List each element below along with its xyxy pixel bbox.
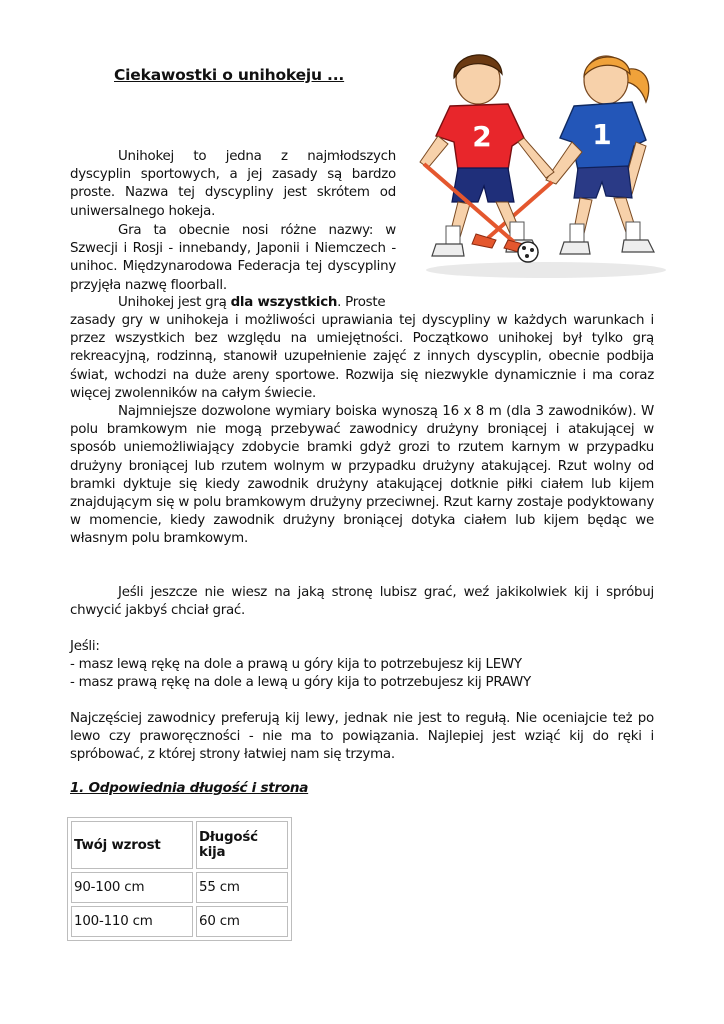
paragraph-for-everyone: zasady gry w unihokeja i możliwości uprawiania tej dyscypliny w każdych warunkach i przez wszystkich bez względu na umiejętności. Początkowo unihokej był tylko grą rekreacyjną, rodzinną, stanowił uzupełnienie zajęć z innych dyscyplin, obecnie podbija świat, wchodzi na duże areny sportowe. Rozwija się niezwykle dynamicznie i ma coraz więcej zwolenników na całym świecie. [70, 313, 654, 401]
table-cell: 60 cm [196, 906, 288, 937]
paragraph-for-everyone-bold: dla wszystkich [230, 295, 338, 310]
paragraph-for-everyone-text: Unihokej jest grą [118, 295, 231, 310]
list-item: - masz lewą rękę na dole a prawą u góry kija to potrzebujesz kij LEWY [70, 657, 522, 673]
paragraph-for-everyone-text-end: . Proste [337, 295, 386, 310]
floorball-players-illustration [396, 42, 676, 282]
page-title: Ciekawostki o unihokeju ... [114, 66, 345, 84]
player-right-number: 1 [592, 118, 612, 151]
section-heading: 1. Odpowiednia długość i strona [70, 780, 309, 796]
table-header-cell: Twój wzrost [71, 821, 193, 869]
table-cell: 100-110 cm [71, 906, 193, 937]
paragraph-preference: Najczęściej zawodnicy preferują kij lewy, jednak nie jest to regułą. Nie oceniajcie też po lewo czy praworęczności - nie ma to powiązania. Najlepiej jest wziąć kij do ręki i spróbować, z której strony łatwiej nam się trzyma. [70, 711, 654, 763]
floorball-ball-icon [518, 242, 538, 262]
table-header-row [71, 821, 288, 869]
list-stick-side [70, 638, 654, 693]
table-row [71, 906, 288, 937]
table-cell: 90-100 cm [71, 872, 193, 903]
table-cell: 55 cm [196, 872, 288, 903]
paragraph-intro: Unihokej to jedna z najmłodszych dyscyplin sportowych, a jej zasady są bardzo proste. Nazwa tej dyscypliny jest skrótem od uniwersalnego hokeja. [70, 149, 396, 219]
table-header-cell: Długość kija [196, 821, 288, 869]
paragraph-names: Gra ta obecnie nosi różne nazwy: w Szwecji i Rosji - innebandy, Japonii i Niemczech - unihoc. Międzynarodowa Federacja tej dyscypliny przyjęła nazwę floorball. [70, 223, 396, 293]
height-length-table [67, 817, 292, 941]
paragraph-for-everyone-lead [70, 294, 396, 312]
list-item: - masz prawą rękę na dole a lewą u góry kija to potrzebujesz kij PRAWY [70, 675, 531, 691]
list-intro: Jeśli: [70, 639, 100, 654]
player-left-number: 2 [472, 120, 492, 153]
player-left-figure [420, 55, 554, 256]
paragraph-choose-side: Jeśli jeszcze nie wiesz na jaką stronę lubisz grać, weź jakikolwiek kij i spróbuj chwycić jakbyś chciał grać. [70, 585, 654, 619]
table-row [71, 872, 288, 903]
paragraph-field-rules: Najmniejsze dozwolone wymiary boiska wynoszą 16 x 8 m (dla 3 zawodników). W polu bramkowym nie mogą przebywać zawodnicy drużyny broniącej i atakującej w sposób uniemożliwiający zdobycie bramki gdyż grozi to rzutem karnym w przypadku drużyny broniącej lub rzutem wolnym w przypadku drużyny atakującej. Rzut wolny od bramki dyktuje się kiedy zawodnik drużyny atakującej dotknie piłki ciałem lub kijem znajdującym się w polu bramkowym drużyny przeciwnej. Rzut karny zostaje podyktowany w momencie, kiedy zawodnik drużyny broniącej dotyka ciałem lub kijem będąc we własnym polu bramkowym. [70, 404, 654, 547]
